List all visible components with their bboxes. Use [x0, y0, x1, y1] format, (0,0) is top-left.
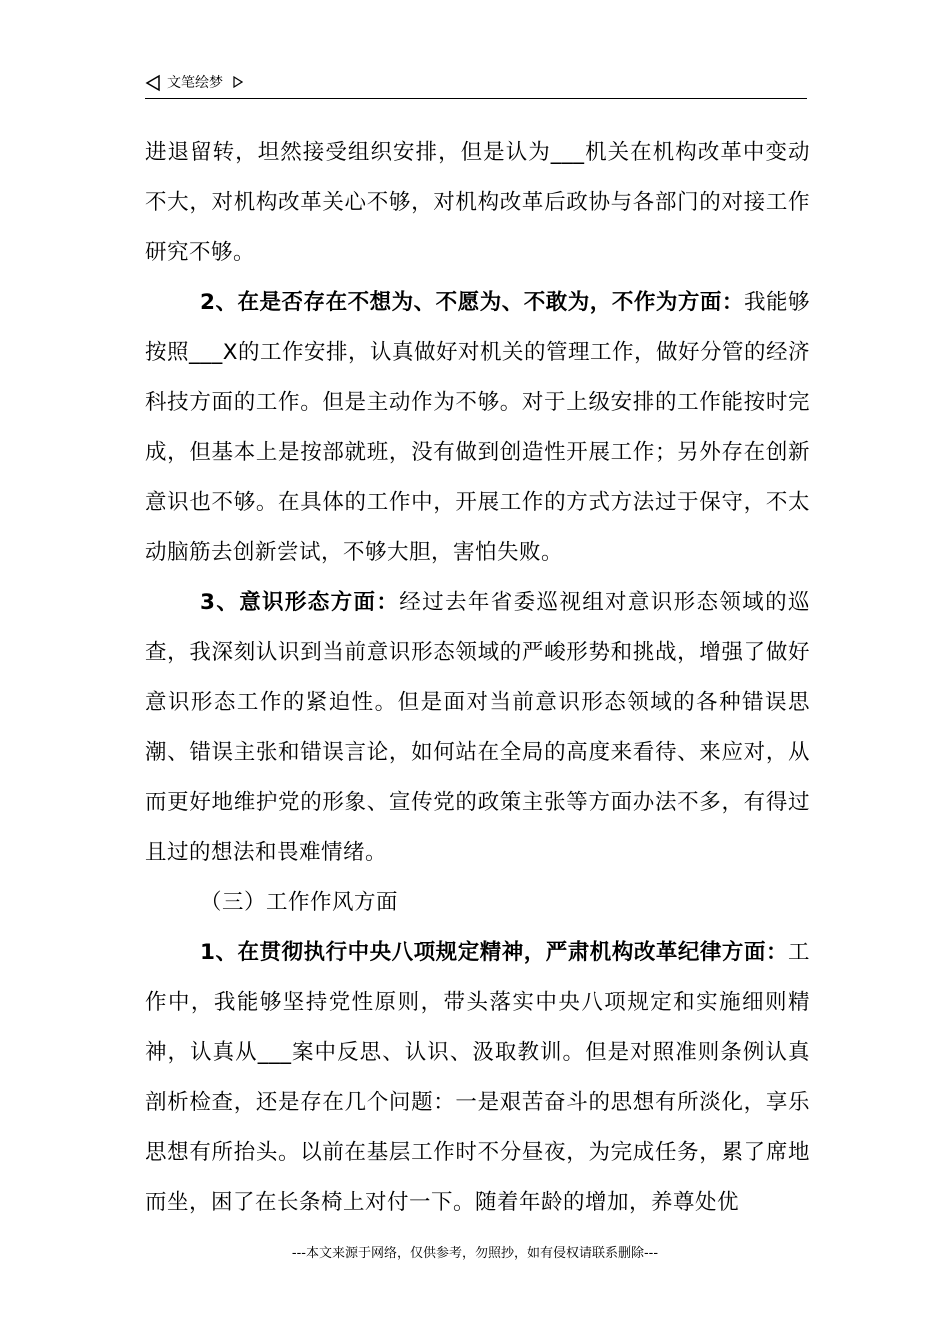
item-1-text: 工作中，我能够坚持党性原则，带头落实中央八项规定和实施细则精神，认真从___案中反思、认识、汲取教训。但是对照准则条例认真剖析检查，还是存在几个问题：一是艰苦奋斗的思想有所淡化，享乐思想有所抬头。以前在基层工作时不分昼夜，为完成任务，累了席地而坐，困了在长条椅上对付一下。随着年龄的增加，养尊处优 [145, 940, 810, 1215]
item-2-text: 我能够按照___X的工作安排，认真做好对机关的管理工作，做好分管的经济科技方面的工作。但是主动作为不够。对于上级安排的工作能按时完成，但基本上是按部就班，没有做到创造性开展工作；另外存在创新意识也不够。在具体的工作中，开展工作的方式方法过于保守，不太动脑筋去创新尝试，不够大胆，害怕失败。 [145, 290, 810, 565]
paragraph-item-2 [145, 278, 810, 578]
item-1-heading: 1、在贯彻执行中央八项规定精神，严肃机构改革纪律方面： [200, 940, 788, 965]
item-3-text: 经过去年省委巡视组对意识形态领域的巡查，我深刻认识到当前意识形态领域的严峻形势和挑战，增强了做好意识形态工作的紧迫性。但是面对当前意识形态领域的各种错误思潮、错误主张和错误言论，如何站在全局的高度来看待、来应对，从而更好地维护党的形象、宣传党的政策主张等方面办法不多，有得过且过的想法和畏难情绪。 [145, 590, 810, 865]
item-2-heading: 2、在是否存在不想为、不愿为、不敢为，不作为方面： [200, 290, 744, 315]
paragraph-item-3 [145, 578, 810, 878]
document-body [145, 128, 810, 1228]
triangle-left-outline-icon [145, 74, 161, 92]
item-3-heading: 3、意识形态方面： [200, 590, 400, 615]
footer-disclaimer: ---本文来源于网络，仅供参考，勿照抄，如有侵权请联系删除--- [291, 1246, 659, 1261]
page-header [145, 74, 807, 99]
triangle-right-outline-icon [233, 76, 243, 88]
header-title: 文笔绘梦 [167, 75, 223, 91]
paragraph-continuation: 进退留转，坦然接受组织安排，但是认为___机关在机构改革中变动不大，对机构改革关心不够，对机构改革后政协与各部门的对接工作研究不够。 [145, 140, 810, 265]
paragraph-item-1 [145, 928, 810, 1228]
section-heading: （三）工作作风方面 [200, 890, 399, 915]
